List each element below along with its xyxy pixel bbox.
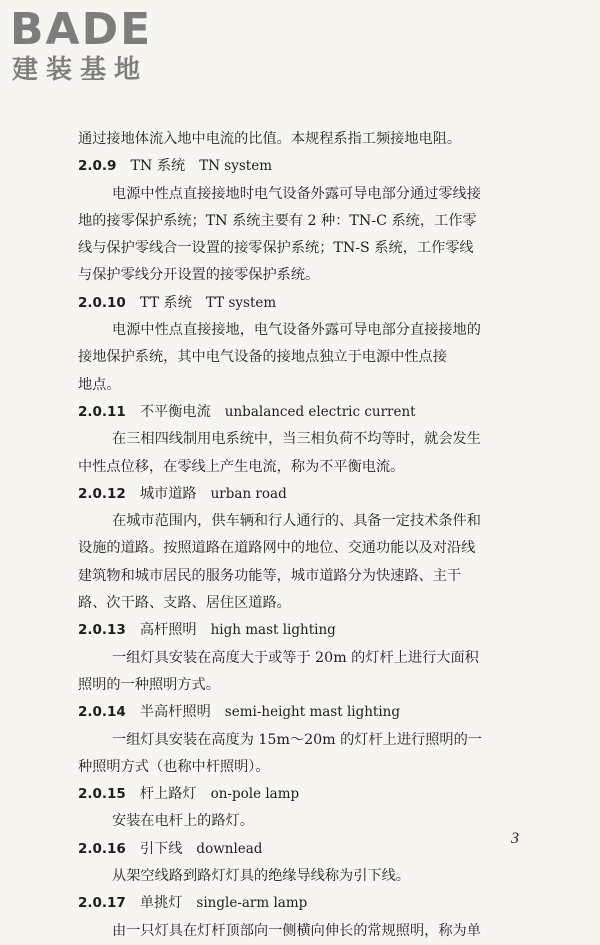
paragraph-line: 电源中性点直接接地，电气设备外露可导电部分直接接地的: [112, 322, 481, 339]
page-number: 3: [511, 830, 519, 847]
term-english: high mast lighting: [210, 622, 336, 639]
term-english: single-arm lamp: [196, 895, 308, 912]
term-heading: [78, 481, 538, 508]
paragraph-line: 与保护零线分开设置的接零保护系统。: [78, 267, 320, 284]
term-english: TT system: [205, 294, 277, 311]
paragraph-line: 中性点位移，在零线上产生电流，称为不平衡电流。: [78, 458, 405, 475]
term-english: on-pole lamp: [210, 786, 300, 803]
term-heading: [78, 399, 538, 426]
term-chinese: 半高杆照明: [139, 704, 211, 721]
term-heading: [78, 699, 538, 726]
term-number: 2.0.15: [78, 786, 126, 803]
paragraph-line: 安装在电杆上的路灯。: [112, 813, 254, 830]
term-heading: [78, 617, 538, 644]
term-english: unbalanced electric current: [224, 403, 416, 420]
paragraph-line: 地的接零保护系统；TN 系统主要有 2 种：TN-C 系统，工作零: [78, 212, 477, 229]
term-chinese: 城市道路: [139, 485, 197, 502]
term-heading: [78, 153, 538, 180]
paragraph-line: 由一只灯具在灯杆顶部向一侧横向伸长的常规照明，称为单: [112, 922, 481, 939]
paragraph-line: 一组灯具安装在高度为 15m～20m 的灯杆上进行照明的一: [112, 731, 482, 748]
paragraph-line: 设施的道路。按照道路在道路网中的地位、交通功能以及对沿线: [78, 540, 476, 557]
document-body: [78, 126, 538, 945]
term-number: 2.0.10: [78, 294, 126, 311]
paragraph-line: 电源中性点直接接地时电气设备外露可导电部分通过零线接: [112, 185, 481, 202]
paragraph-line: 线与保护零线合一设置的接零保护系统；TN-S 系统，工作零线: [78, 240, 474, 257]
term-number: 2.0.17: [78, 895, 126, 912]
term-chinese: 引下线: [139, 840, 183, 857]
term-number: 2.0.11: [78, 403, 126, 420]
paragraph-line: 在城市范围内，供车辆和行人通行的、具备一定技术条件和: [112, 513, 481, 530]
term-chinese: 不平衡电流: [139, 403, 211, 420]
paragraph-line: 一组灯具安装在高度大于或等于 20m 的灯杆上进行大面积: [112, 649, 479, 666]
term-number: 2.0.16: [78, 840, 126, 857]
term-heading: [78, 781, 538, 808]
term-heading: [78, 290, 538, 317]
paragraph-line: 在三相四线制用电系统中，当三相负荷不均等时，就会发生: [112, 431, 481, 448]
logo: [10, 6, 180, 88]
term-english: urban road: [210, 485, 287, 502]
term-english: downlead: [196, 840, 263, 857]
paragraph-line: 通过接地体流入地中电流的比值。本规程系指工频接地电阻。: [78, 131, 462, 147]
paragraph-line: 建筑物和城市居民的服务功能等，城市道路分为快速路、主干: [78, 567, 462, 584]
term-heading: [78, 890, 538, 917]
term-heading: [78, 836, 538, 863]
term-chinese: 单挑灯: [139, 895, 183, 912]
paragraph-line: 地点。: [78, 376, 121, 393]
paragraph-line: 从架空线路到路灯灯具的绝缘导线称为引下线。: [112, 868, 410, 885]
paragraph-line: 种照明方式（也称中杆照明）。: [78, 758, 270, 775]
paragraph-line: 接地保护系统，其中电气设备的接地点独立于电源中性点接: [78, 349, 447, 366]
logo-wordmark: BADE: [10, 4, 153, 55]
paragraph-line: 路、次干路、支路、居住区道路。: [78, 595, 291, 612]
term-chinese: TN 系统: [130, 158, 186, 175]
term-number: 2.0.9: [78, 158, 117, 175]
term-english: TN system: [199, 158, 273, 175]
term-chinese: 高杆照明: [139, 622, 197, 639]
paragraph-line: 照明的一种照明方式。: [78, 676, 220, 693]
term-number: 2.0.12: [78, 485, 126, 502]
logo-subtitle: 建装基地: [12, 55, 149, 85]
term-chinese: 杆上路灯: [139, 786, 197, 803]
term-number: 2.0.13: [78, 622, 126, 639]
term-english: semi-height mast lighting: [224, 704, 400, 721]
term-chinese: TT 系统: [139, 294, 192, 311]
term-number: 2.0.14: [78, 704, 126, 721]
